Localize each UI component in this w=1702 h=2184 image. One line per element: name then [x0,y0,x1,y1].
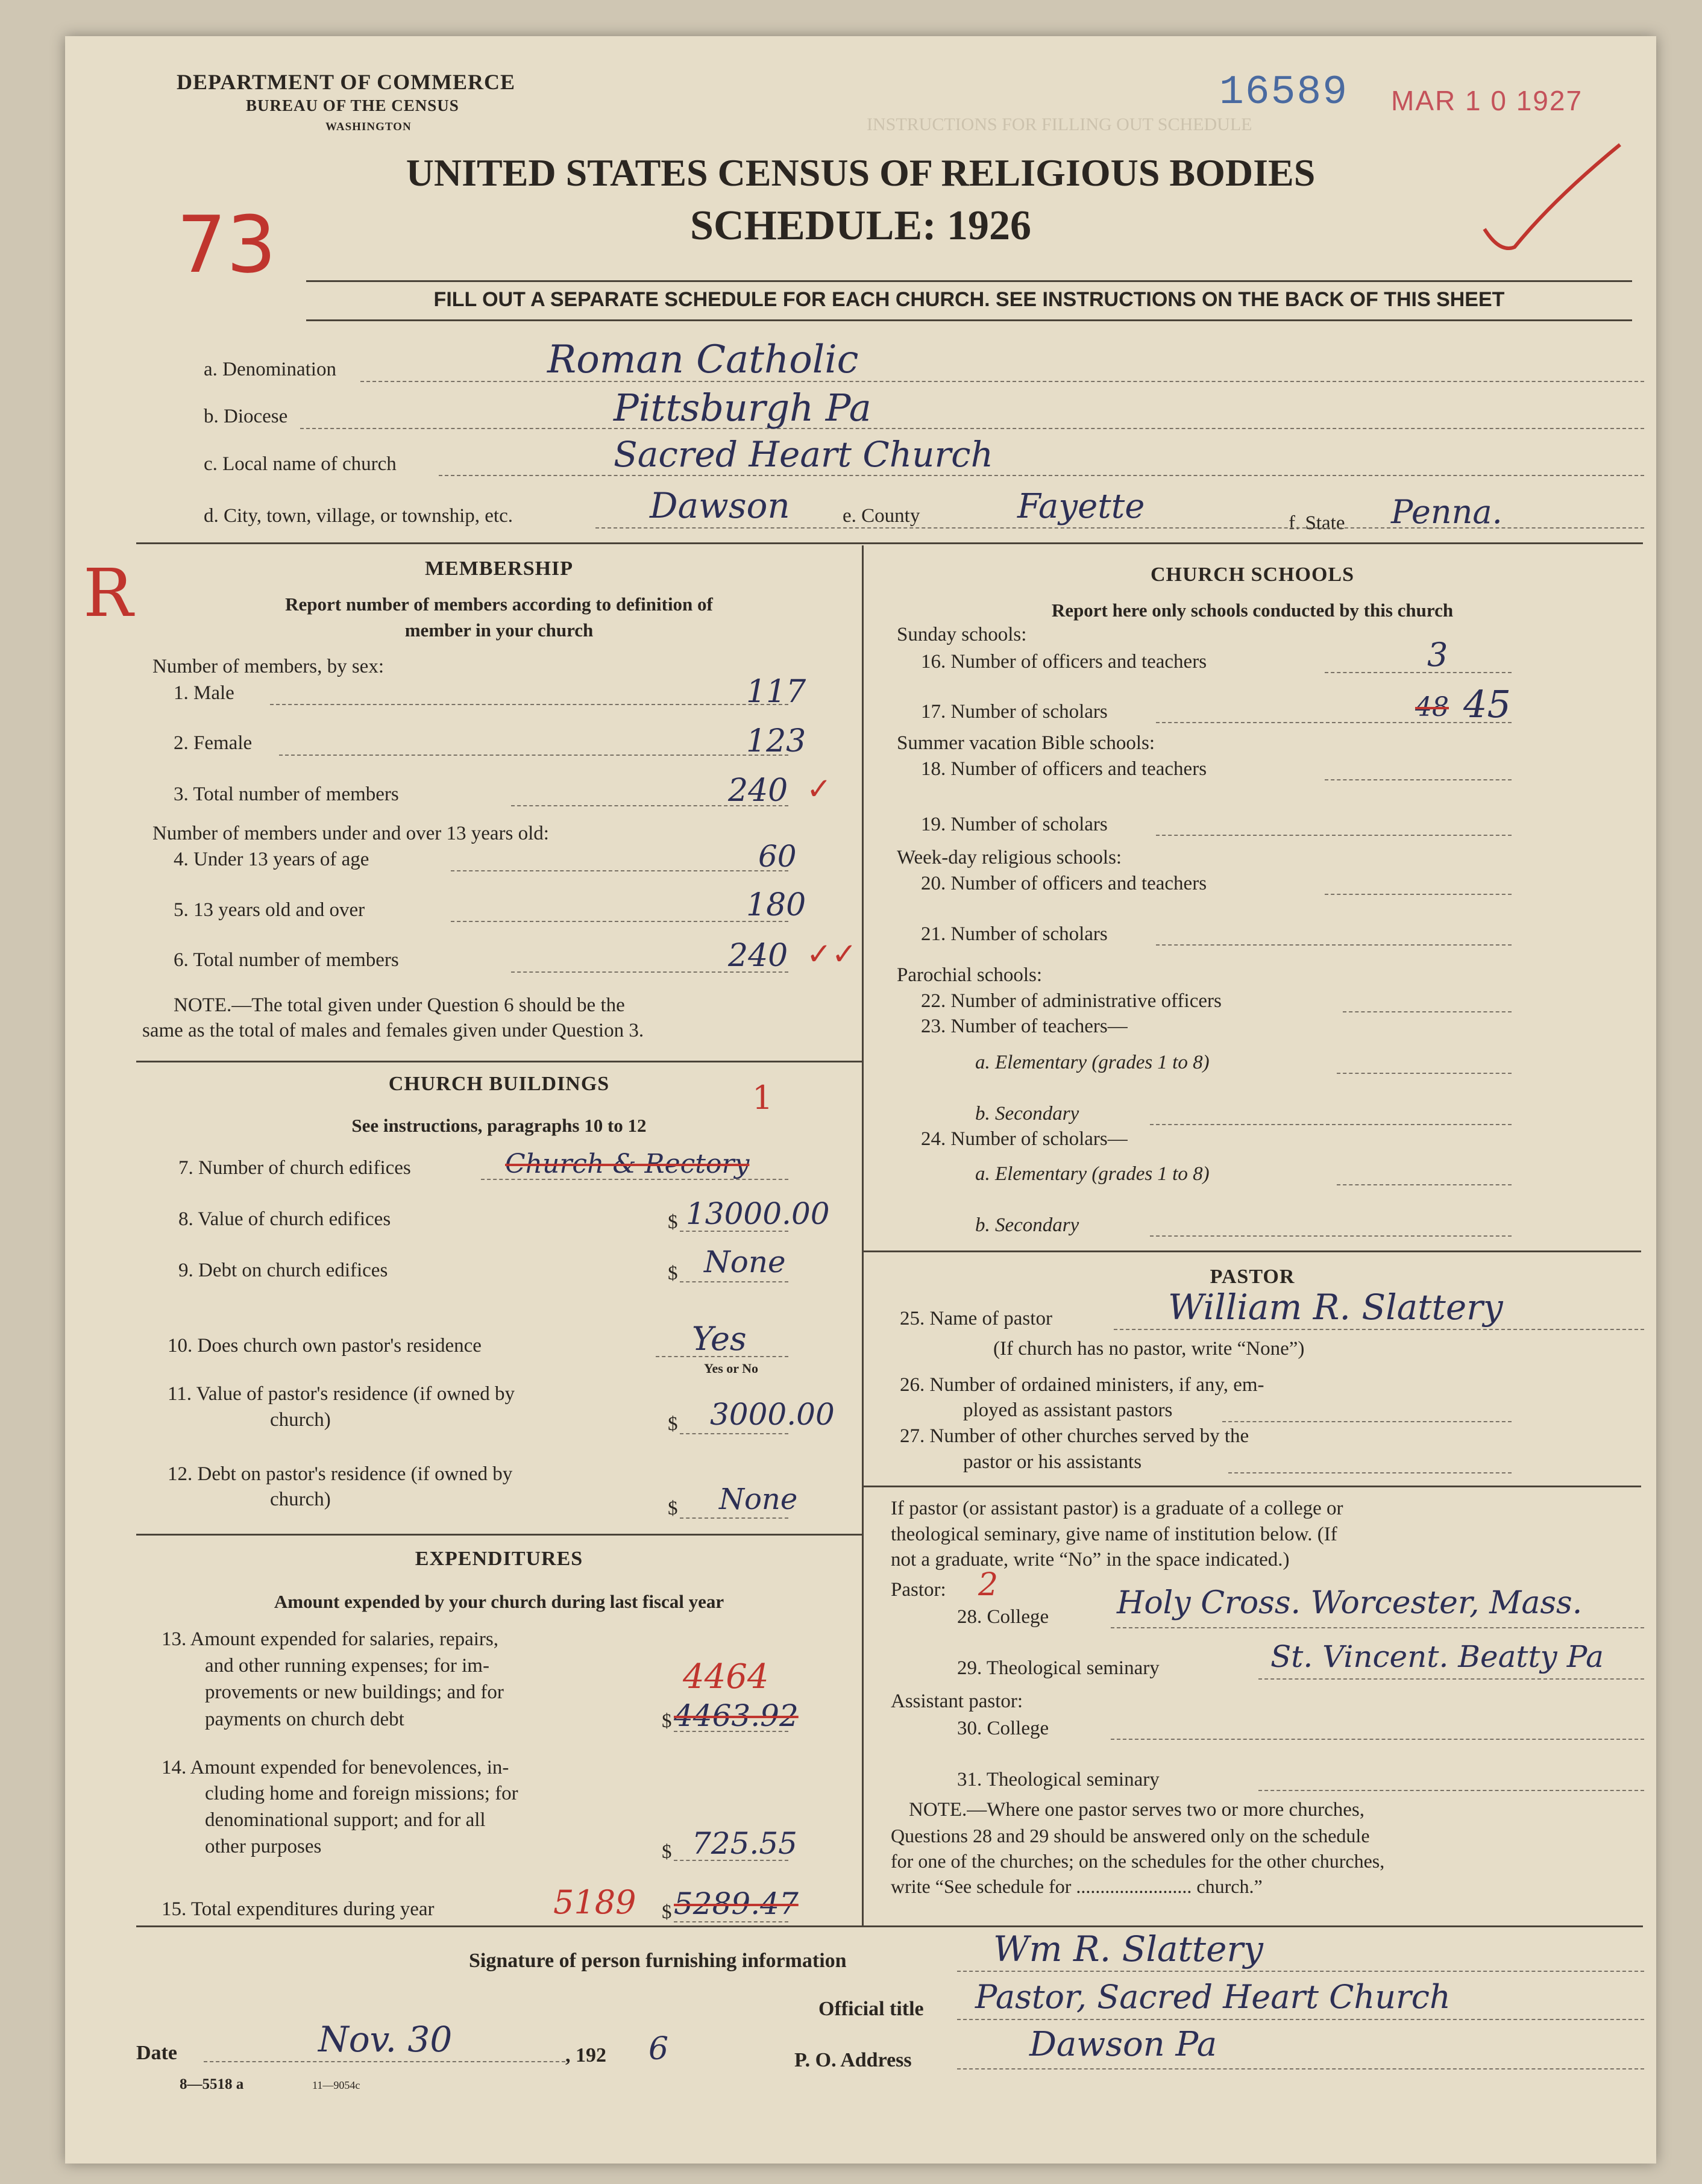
residence-own-label: 10. Does church own pastor's residence [168,1335,482,1357]
buildings-rule [136,1534,862,1536]
female-line [279,755,788,756]
benevolence-label-4: other purposes [205,1836,322,1857]
residence-debt-label-1: 12. Debt on pastor's residence (if owned by [168,1463,513,1485]
total-exp-struck: 5289.47 [674,1886,799,1921]
diocese-label: b. Diocese [204,406,288,427]
county-value[interactable]: Fayette [1017,487,1145,526]
pastor-seminary-label: 29. Theological seminary [957,1657,1160,1679]
edifices-value-amount[interactable]: 13000.00 [686,1196,830,1231]
pastor-college-label: 28. College [957,1606,1049,1628]
teachers-label: 23. Number of teachers— [921,1015,1128,1037]
expenditures-heading: EXPENDITURES [415,1548,583,1570]
signature-label: Signature of person furnishing information [469,1950,847,1972]
membership-heading: MEMBERSHIP [424,557,574,580]
total-members-2-value[interactable]: 240 [728,938,788,974]
pastor-rule [864,1486,1641,1487]
sunday-scholars-value[interactable]: 45 [1463,682,1511,726]
benevolence-dollar: $ [662,1841,672,1863]
assistant-college-line [1111,1739,1644,1740]
residence-value-line [680,1433,788,1434]
sunday-scholars-line [1156,722,1512,723]
date-year-digit[interactable]: 6 [648,2031,669,2067]
edifices-struck-value: Church & Rectory [505,1149,750,1179]
weekday-scholars-line [1156,944,1512,946]
header-rule-bottom [306,319,1632,321]
residence-value-label-2: church) [270,1409,331,1431]
total-exp-dollar: $ [662,1901,672,1923]
pastor-note-1: NOTE.—Where one pastor serves two or more churches, [909,1799,1364,1821]
schools-rule [864,1250,1641,1252]
weekday-scholars-label: 21. Number of scholars [921,923,1108,945]
benevolence-label-1: 14. Amount expended for benevolences, in- [162,1757,509,1778]
over-13-value[interactable]: 180 [746,887,806,923]
pastor-note-4: write “See schedule for ........................ church.” [891,1875,1263,1897]
running-exp-corrected[interactable]: 4464 [683,1657,769,1696]
graduate-note-3: not a graduate, write “No” in the space indicated.) [891,1549,1290,1571]
male-value[interactable]: 117 [746,674,806,710]
benevolence-amount[interactable]: 725.55 [692,1826,797,1861]
membership-intro-2: member in your church [404,620,594,641]
pastor-note-2: Questions 28 and 29 should be answered only on the schedule [891,1825,1370,1847]
red-annotation-letter: R [83,554,133,632]
other-churches-line [1228,1472,1512,1473]
po-address-label: P. O. Address [794,2049,912,2071]
total-members-2-label: 6. Total number of members [174,949,399,971]
edifices-label: 7. Number of church edifices [178,1157,411,1179]
date-year-prefix: , 192 [565,2044,606,2066]
red-double-tick: ✓✓ [806,937,857,971]
total-exp-label: 15. Total expenditures during year [162,1898,435,1920]
po-address-line [957,2068,1644,2069]
admin-officers-label: 22. Number of administrative officers [921,990,1222,1012]
admin-officers-line [1343,1011,1512,1012]
sunday-scholars-label: 17. Number of scholars [921,701,1108,723]
running-exp-label-4: payments on church debt [205,1709,404,1730]
teachers-secondary-label: b. Secondary [975,1103,1079,1125]
state-label: f. State [1289,512,1345,534]
sunday-officers-line [1325,672,1512,673]
assistant-college-label: 30. College [957,1718,1049,1739]
over-13-line [451,921,788,922]
form-title: UNITED STATES CENSUS OF RELIGIOUS BODIES [406,151,1316,194]
column-divider [862,545,864,1925]
sunday-scholars-struck: 48 [1415,692,1449,723]
church-name-line [439,475,1644,476]
church-name-value[interactable]: Sacred Heart Church [614,434,994,475]
residence-debt-amount[interactable]: None [719,1483,798,1516]
state-value[interactable]: Penna. [1391,493,1503,531]
assistant-ministers-label-2: ployed as assistant pastors [963,1399,1173,1421]
print-number: 11—9054c [312,2079,360,2091]
scholars-elementary-label: a. Elementary (grades 1 to 8) [975,1163,1210,1185]
diocese-line [300,428,1644,429]
sunday-officers-label: 16. Number of officers and teachers [921,651,1207,673]
city-label: d. City, town, village, or township, etc. [204,505,513,527]
county-label: e. County [843,505,920,527]
footer-rule [136,1925,1643,1927]
pastor-name-hint: (If church has no pastor, write “None”) [993,1338,1305,1360]
residence-debt-dollar: $ [668,1498,678,1519]
pastor-name-value[interactable]: William R. Slattery [1168,1287,1503,1328]
bleed-through-text: INSTRUCTIONS FOR FILLING OUT SCHEDULE [867,115,1252,134]
male-label: 1. Male [174,682,234,704]
red-annotation-2: 2 [978,1567,999,1603]
weekday-officers-line [1325,894,1512,895]
male-line [270,704,788,705]
date-label: Date [136,2042,177,2064]
diocese-value[interactable]: Pittsburgh Pa [614,386,871,430]
schedule-year: SCHEDULE: 1926 [690,202,1031,249]
red-annotation-number: 73 [177,199,277,290]
edifices-value-label: 8. Value of church edifices [178,1208,391,1230]
buildings-see: See instructions, paragraphs 10 to 12 [351,1115,647,1136]
form-number: 8—5518 a [180,2076,244,2092]
edifices-debt-line [680,1281,788,1282]
residence-value-label-1: 11. Value of pastor's residence (if owned by [168,1383,515,1405]
summer-scholars-label: 19. Number of scholars [921,814,1108,835]
pastor-sub-label: Pastor: [891,1579,946,1601]
total-exp-corrected[interactable]: 5189 [553,1883,636,1921]
over-13-label: 5. 13 years old and over [174,899,365,921]
total-members-value[interactable]: 240 [728,773,788,809]
expenditures-intro: Amount expended by your church during last fiscal year [274,1591,724,1612]
weekday-schools-label: Week-day religious schools: [897,847,1122,868]
pastor-college-value[interactable]: Holy Cross. Worcester, Mass. [1117,1585,1583,1621]
summer-schools-label: Summer vacation Bible schools: [897,732,1155,754]
assistant-pastor-label: Assistant pastor: [891,1690,1023,1712]
under-13-line [451,870,788,871]
official-title-value[interactable]: Pastor, Sacred Heart Church [975,1978,1451,2016]
assistant-ministers-label-1: 26. Number of ordained ministers, if any, em- [900,1374,1264,1396]
census-schedule-sheet [65,36,1656,2164]
official-title-line [957,2019,1644,2020]
female-label: 2. Female [174,732,253,754]
signature-value[interactable]: Wm R. Slattery [993,1928,1263,1969]
church-name-label: c. Local name of church [204,453,397,475]
membership-note-2: same as the total of males and females given under Question 3. [142,1020,644,1041]
membership-intro-1: Report number of members according to definition of [285,594,713,615]
bureau-name: BUREAU OF THE CENSUS [246,96,459,115]
buildings-heading: CHURCH BUILDINGS [388,1073,610,1095]
parochial-schools-label: Parochial schools: [897,964,1043,986]
edifices-debt-dollar: $ [668,1263,678,1284]
edifices-debt-amount[interactable]: None [704,1244,786,1279]
summer-officers-line [1325,779,1512,780]
benevolence-label-3: denominational support; and for all [205,1809,486,1831]
signature-line [957,1971,1644,1972]
weekday-officers-label: 20. Number of officers and teachers [921,873,1207,894]
running-exp-label-1: 13. Amount expended for salaries, repairs, [162,1628,499,1650]
schools-heading: CHURCH SCHOOLS [1151,563,1354,586]
department-name: DEPARTMENT OF COMMERCE [177,70,516,94]
assistant-seminary-line [1258,1790,1644,1791]
scholars-elementary-line [1337,1184,1512,1185]
teachers-secondary-line [1150,1124,1512,1125]
female-value[interactable]: 123 [746,723,806,759]
date-line [204,2061,565,2062]
membership-note-1: NOTE.—The total given under Question 6 should be the [174,994,625,1016]
assistant-ministers-line [1222,1421,1512,1422]
city-line [595,527,1644,529]
pastor-seminary-value[interactable]: St. Vincent. Beatty Pa [1270,1639,1604,1674]
instruction-banner: FILL OUT A SEPARATE SCHEDULE FOR EACH CHURCH. SEE INSTRUCTIONS ON THE BACK OF THIS SHEET [433,288,1505,311]
bureau-city: WASHINGTON [325,121,412,133]
official-title-label: Official title [818,1998,924,2020]
edifices-count-value[interactable]: 1 [752,1079,773,1117]
scholars-label: 24. Number of scholars— [921,1128,1128,1150]
teachers-elementary-line [1337,1073,1512,1074]
graduate-note-1: If pastor (or assistant pastor) is a graduate of a college or [891,1498,1343,1519]
running-exp-label-2: and other running expenses; for im- [205,1655,489,1677]
by-age-label: Number of members under and over 13 years old: [152,823,549,844]
by-sex-label: Number of members, by sex: [152,656,384,677]
po-address-value[interactable]: Dawson Pa [1029,2025,1217,2064]
residence-debt-label-2: church) [270,1489,331,1510]
scholars-secondary-line [1150,1235,1512,1237]
running-exp-struck: 4463.92 [674,1698,799,1733]
denomination-label: a. Denomination [204,359,336,380]
sunday-officers-value[interactable]: 3 [1427,636,1448,674]
received-number-stamp: 16589 [1219,69,1349,116]
residence-debt-line [680,1517,788,1519]
pastor-note-3: for one of the churches; on the schedules for the other churches, [891,1850,1385,1872]
running-exp-label-3: provements or new buildings; and for [205,1681,504,1703]
pastor-name-label: 25. Name of pastor [900,1308,1052,1329]
edifices-debt-label: 9. Debt on church edifices [178,1260,388,1281]
other-churches-label-1: 27. Number of other churches served by the [900,1425,1249,1447]
graduate-note-2: theological seminary, give name of institution below. (If [891,1523,1337,1545]
received-date-stamp: MAR 1 0 1927 [1391,85,1583,116]
pastor-college-line [1111,1627,1644,1628]
section-rule [136,542,1643,544]
residence-value-amount[interactable]: 3000.00 [710,1397,835,1432]
residence-own-value[interactable]: Yes [692,1320,747,1358]
under-13-value[interactable]: 60 [758,839,797,874]
summer-officers-label: 18. Number of officers and teachers [921,758,1207,780]
benevolence-label-2: cluding home and foreign missions; for [205,1783,518,1804]
other-churches-label-2: pastor or his assistants [963,1451,1142,1473]
pastor-name-line [1114,1329,1644,1330]
scholars-secondary-label: b. Secondary [975,1214,1079,1236]
date-value[interactable]: Nov. 30 [318,2019,453,2060]
assistant-seminary-label: 31. Theological seminary [957,1769,1160,1790]
membership-rule [136,1061,862,1062]
running-exp-dollar: $ [662,1710,672,1732]
pastor-seminary-line [1258,1678,1644,1680]
total-members-label: 3. Total number of members [174,783,399,805]
pastor-heading: PASTOR [1210,1266,1295,1288]
under-13-label: 4. Under 13 years of age [174,849,369,870]
edifices-value-dollar: $ [668,1211,678,1233]
header-rule-top [306,280,1632,282]
city-value[interactable]: Dawson [650,485,790,526]
yes-no-hint: Yes or No [704,1361,759,1376]
teachers-elementary-label: a. Elementary (grades 1 to 8) [975,1052,1210,1073]
schools-intro: Report here only schools conducted by this church [1051,600,1454,621]
denomination-value[interactable]: Roman Catholic [547,337,859,382]
residence-value-dollar: $ [668,1413,678,1435]
sunday-schools-label: Sunday schools: [897,624,1027,645]
total-exp-line [674,1921,788,1922]
summer-scholars-line [1156,835,1512,836]
red-tick: ✓ [806,772,832,806]
